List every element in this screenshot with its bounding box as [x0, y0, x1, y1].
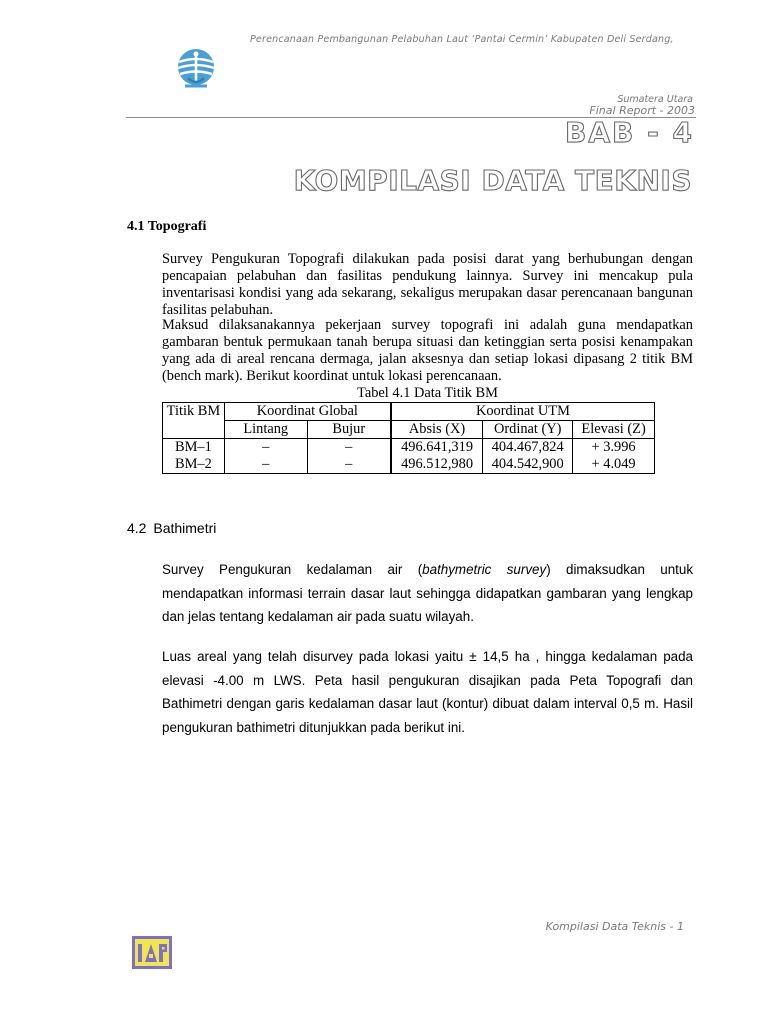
col-header-lintang: Lintang	[224, 421, 307, 439]
section-heading-bathimetri	[127, 520, 216, 536]
col-header-bujur: Bujur	[307, 421, 391, 439]
topografi-paragraph-1: Survey Pengukuran Topografi dilakukan pada posisi darat yang berhubungan dengan pencapaian pelabuhan dan fasilitas pendukung lainnya. Survey ini mencakup pula inventarisasi kondisi yang ada sekarang, sekaligus merupakan dasar perencanaan bangunan fasilitas pelabuhan.	[162, 251, 693, 318]
cell-ordinat: 404.467,824	[483, 439, 573, 457]
col-header-koordinat-global: Koordinat Global	[224, 403, 391, 421]
header-region: Sumatera Utara	[617, 94, 693, 105]
header-report: Final Report - 2003	[589, 104, 695, 117]
cell-lintang: –	[224, 439, 307, 457]
bathimetri-p1-italic-term: bathymetric survey	[422, 562, 547, 577]
cell-elevasi: + 3.996	[573, 439, 655, 457]
cell-lintang: –	[224, 456, 307, 474]
iap-logo-icon	[132, 936, 172, 969]
col-header-absis: Absis (X)	[391, 421, 483, 439]
cell-bujur: –	[307, 439, 391, 457]
cell-ordinat: 404.542,900	[483, 456, 573, 474]
bathimetri-paragraph-1	[162, 558, 693, 629]
section-heading-number: 4.2	[127, 520, 147, 536]
section-heading-topografi: 4.1 Topografi	[127, 219, 207, 234]
col-header-koordinat-utm: Koordinat UTM	[391, 403, 655, 421]
bathimetri-p1-text-before: Survey Pengukuran kedalaman air (	[162, 562, 423, 577]
bm-data-table	[162, 402, 655, 474]
header-project-title: Perencanaan Pembangunan Pelabuhan Laut ‘Pantai Cermin’ Kabupaten Deli Serdang,	[250, 34, 674, 45]
footer-page-label: Kompilasi Data Teknis - 1	[545, 920, 684, 933]
cell-absis: 496.641,319	[391, 439, 483, 457]
table-row	[163, 456, 655, 474]
cell-titik: BM–2	[163, 456, 225, 474]
table-caption: Tabel 4.1 Data Titik BM	[357, 385, 498, 401]
cell-titik: BM–1	[163, 439, 225, 457]
chapter-title: KOMPILASI DATA TEKNIS	[293, 164, 692, 197]
cell-bujur: –	[307, 456, 391, 474]
cell-absis: 496.512,980	[391, 456, 483, 474]
bathimetri-p1-text-after: ) dimaksudkan untuk mendapatkan informasi terrain dasar laut sehingga didapatkan gambaran yang lengkap dan jelas tentang kedalaman air pada suatu wilayah.	[162, 562, 694, 624]
globe-anchor-icon	[173, 46, 219, 92]
col-header-ordinat: Ordinat (Y)	[483, 421, 573, 439]
bathimetri-paragraph-2: Luas areal yang telah disurvey pada lokasi yaitu ± 14,5 ha , hingga kedalaman pada elevasi -4.00 m LWS. Peta hasil pengukuran disajikan pada Peta Topografi dan Bathimetri dengan garis kedalaman dasar laut (kontur) dibuat dalam interval 0,5 m. Hasil pengukuran bathimetri ditunjukkan pada berikut ini.	[162, 649, 693, 735]
chapter-number: BAB - 4	[565, 116, 694, 149]
col-header-titik: Titik BM	[163, 403, 225, 439]
table-row	[163, 439, 655, 457]
topografi-paragraph-2: Maksud dilaksanakannya pekerjaan survey topografi ini adalah guna mendapatkan gambaran bentuk permukaan tanah berupa situasi dan ketinggian serta posisi kenampakan yang ada di areal rencana dermaga, jalan aksesnya dan setiap lokasi dipasang 2 titik BM (bench mark). Berikut koordinat untuk lokasi perencanaan.	[162, 317, 693, 384]
col-header-elevasi: Elevasi (Z)	[573, 421, 655, 439]
section-heading-title: Bathimetri	[153, 520, 217, 536]
cell-elevasi: + 4.049	[573, 456, 655, 474]
